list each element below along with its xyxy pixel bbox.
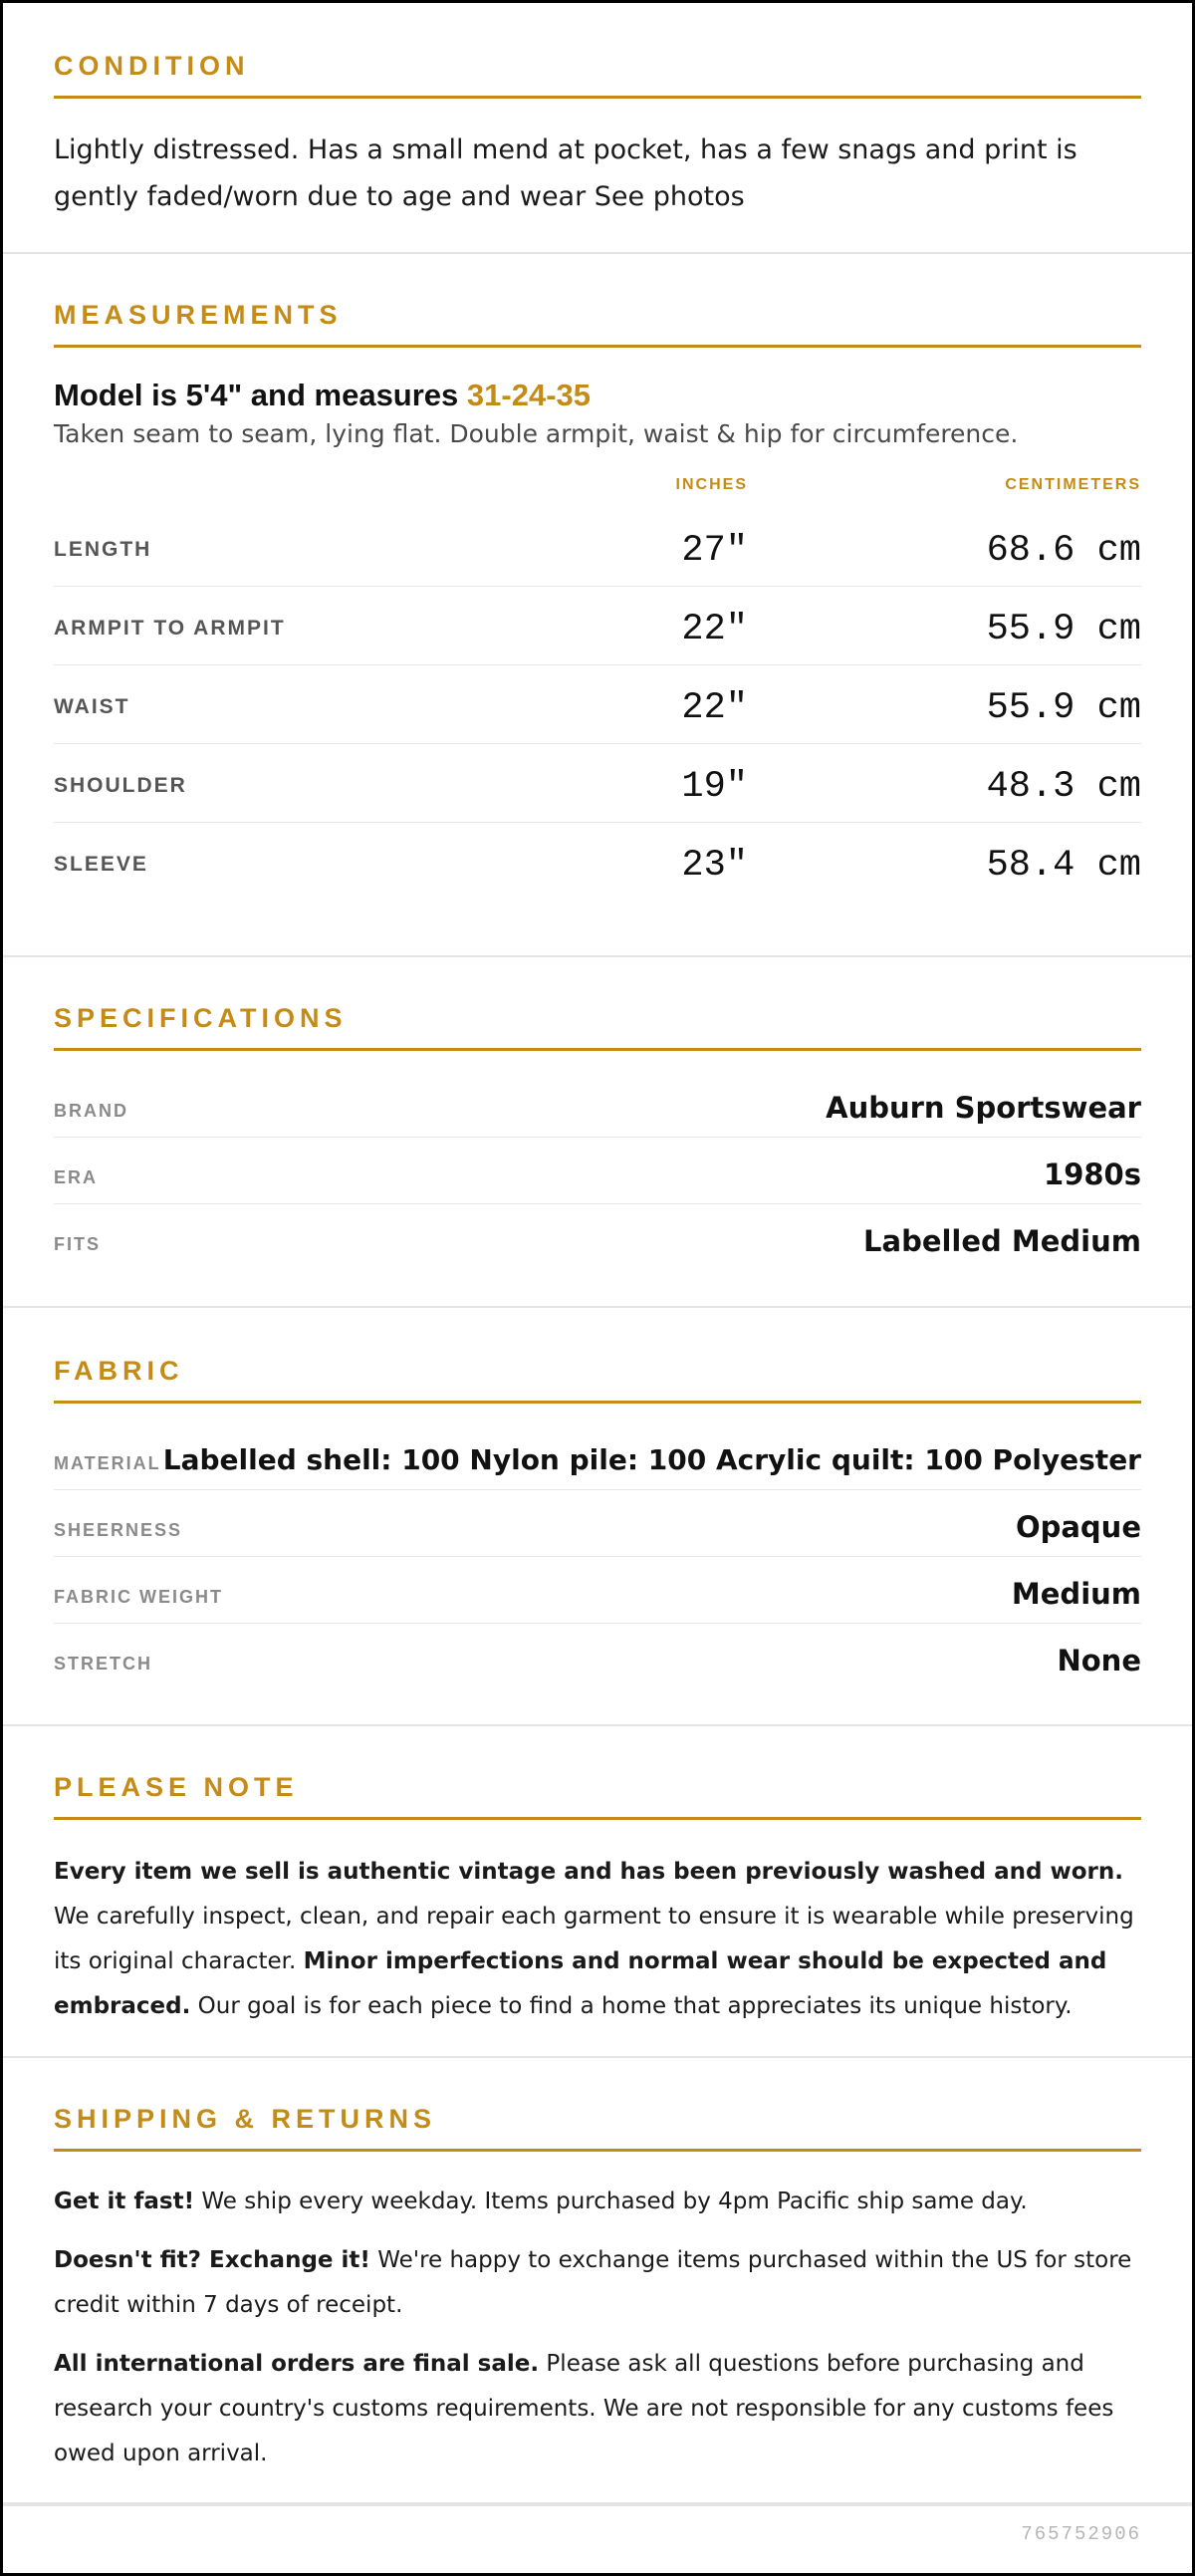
product-id: 765752906	[1021, 2523, 1141, 2545]
shipping-returns-section	[3, 2058, 1192, 2504]
note-text-care: We carefully inspect, clean, and repair each garment to ensure it is wearable while preserving its original character.	[54, 1904, 1134, 1974]
spec-row-era	[54, 1138, 1141, 1204]
spec-row-fits	[54, 1204, 1141, 1271]
measurements-section	[3, 254, 1192, 957]
fabric-key: MATERIAL	[54, 1453, 161, 1473]
international-text: Please ask all questions before purchasing and research your country's customs requirements. We are not responsible for any customs fees owed upon arrival.	[54, 2351, 1114, 2466]
fabric-value: None	[1057, 1644, 1141, 1677]
exchange-text: We're happy to exchange items purchased within the US for store credit within 7 days of receipt.	[54, 2247, 1132, 2318]
spec-key: FITS	[54, 1234, 101, 1254]
fabric-row-weight	[54, 1557, 1141, 1624]
measurement-row-waist	[54, 665, 1141, 744]
measurement-cm: 55.9 cm	[986, 687, 1141, 729]
fabric-list	[54, 1423, 1141, 1690]
measurement-inches: 22"	[681, 687, 748, 729]
measurement-label: WAIST	[54, 695, 130, 718]
shipping-fast-text: We ship every weekday. Items purchased by 4pm Pacific ship same day.	[194, 2189, 1028, 2214]
measurement-cm: 55.9 cm	[986, 609, 1141, 650]
measurement-row-armpit	[54, 587, 1141, 665]
model-info-prefix: Model is 5'4" and measures	[54, 378, 467, 412]
measurement-cm: 58.4 cm	[986, 845, 1141, 887]
condition-section	[3, 3, 1192, 254]
condition-text: Lightly distressed. Has a small mend at pocket, has a few snags and print is gently faded/worn due to age and wear See photos	[54, 134, 1077, 212]
measurements-title: MEASUREMENTS	[54, 300, 1141, 348]
spec-key: ERA	[54, 1167, 99, 1187]
note-text-goal: Our goal is for each piece to find a home that appreciates its unique history.	[190, 1993, 1073, 2019]
specifications-title: SPECIFICATIONS	[54, 1003, 1141, 1051]
fabric-row-material	[54, 1423, 1141, 1490]
measurement-inches: 19"	[681, 766, 748, 808]
fabric-row-sheerness	[54, 1490, 1141, 1557]
fabric-title: FABRIC	[54, 1356, 1141, 1404]
specifications-section	[3, 957, 1192, 1308]
fabric-row-stretch	[54, 1624, 1141, 1690]
measurement-cm: 48.3 cm	[986, 766, 1141, 808]
fabric-value: Labelled shell: 100 Nylon pile: 100 Acrylic quilt: 100 Polyester	[162, 1443, 1141, 1476]
measurement-row-sleeve	[54, 823, 1141, 902]
shipping-fast-bold: Get it fast!	[54, 2189, 195, 2214]
shipping-returns-body	[54, 2180, 1141, 2476]
specifications-list	[54, 1071, 1141, 1271]
note-bold-imperfections: Minor imperfections and normal wear should be expected and embraced.	[54, 1948, 1107, 2019]
measurement-inches: 27"	[681, 530, 748, 572]
centimeters-column-header: CENTIMETERS	[1005, 476, 1141, 493]
exchange-paragraph	[54, 2238, 1141, 2328]
note-bold-authentic: Every item we sell is authentic vintage and has been previously washed and worn.	[54, 1859, 1123, 1885]
international-paragraph	[54, 2342, 1141, 2476]
fabric-value: Opaque	[1015, 1510, 1141, 1544]
fabric-key: SHEERNESS	[54, 1520, 183, 1540]
inches-column-header: INCHES	[675, 476, 748, 493]
measurements-header	[54, 468, 1141, 508]
spec-value: Auburn Sportswear	[826, 1091, 1141, 1125]
measurements-table	[54, 508, 1141, 902]
spec-value: 1980s	[1044, 1158, 1141, 1191]
please-note-title: PLEASE NOTE	[54, 1772, 1141, 1820]
measurement-inches: 22"	[681, 609, 748, 650]
fabric-key: FABRIC WEIGHT	[54, 1587, 223, 1607]
model-info	[54, 378, 1141, 413]
condition-title: CONDITION	[54, 51, 1141, 99]
measurement-row-length	[54, 508, 1141, 587]
fabric-section	[3, 1308, 1192, 1726]
fabric-key: STRETCH	[54, 1654, 152, 1674]
measurement-inches: 23"	[681, 845, 748, 887]
please-note-text	[54, 1850, 1141, 2029]
spec-key: BRAND	[54, 1101, 128, 1121]
shipping-returns-title: SHIPPING & RETURNS	[54, 2104, 1141, 2152]
measurement-method-note: Taken seam to seam, lying flat. Double armpit, waist & hip for circumference.	[54, 419, 1019, 448]
measurement-label: SLEEVE	[54, 853, 148, 876]
measurement-cm: 68.6 cm	[986, 530, 1141, 572]
model-measures: 31-24-35	[466, 378, 591, 412]
measurement-label: ARMPIT TO ARMPIT	[54, 617, 286, 640]
please-note-section	[3, 1726, 1192, 2058]
exchange-bold: Doesn't fit? Exchange it!	[54, 2247, 370, 2273]
measurement-label: LENGTH	[54, 538, 152, 561]
measurement-row-shoulder	[54, 744, 1141, 823]
product-details-panel	[3, 3, 1192, 2573]
fabric-value: Medium	[1011, 1577, 1141, 1611]
spec-value: Labelled Medium	[863, 1224, 1141, 1258]
international-bold: All international orders are final sale.	[54, 2351, 540, 2377]
footer	[3, 2504, 1192, 2573]
shipping-fast-paragraph	[54, 2180, 1141, 2224]
measurement-label: SHOULDER	[54, 774, 187, 797]
spec-row-brand	[54, 1071, 1141, 1138]
